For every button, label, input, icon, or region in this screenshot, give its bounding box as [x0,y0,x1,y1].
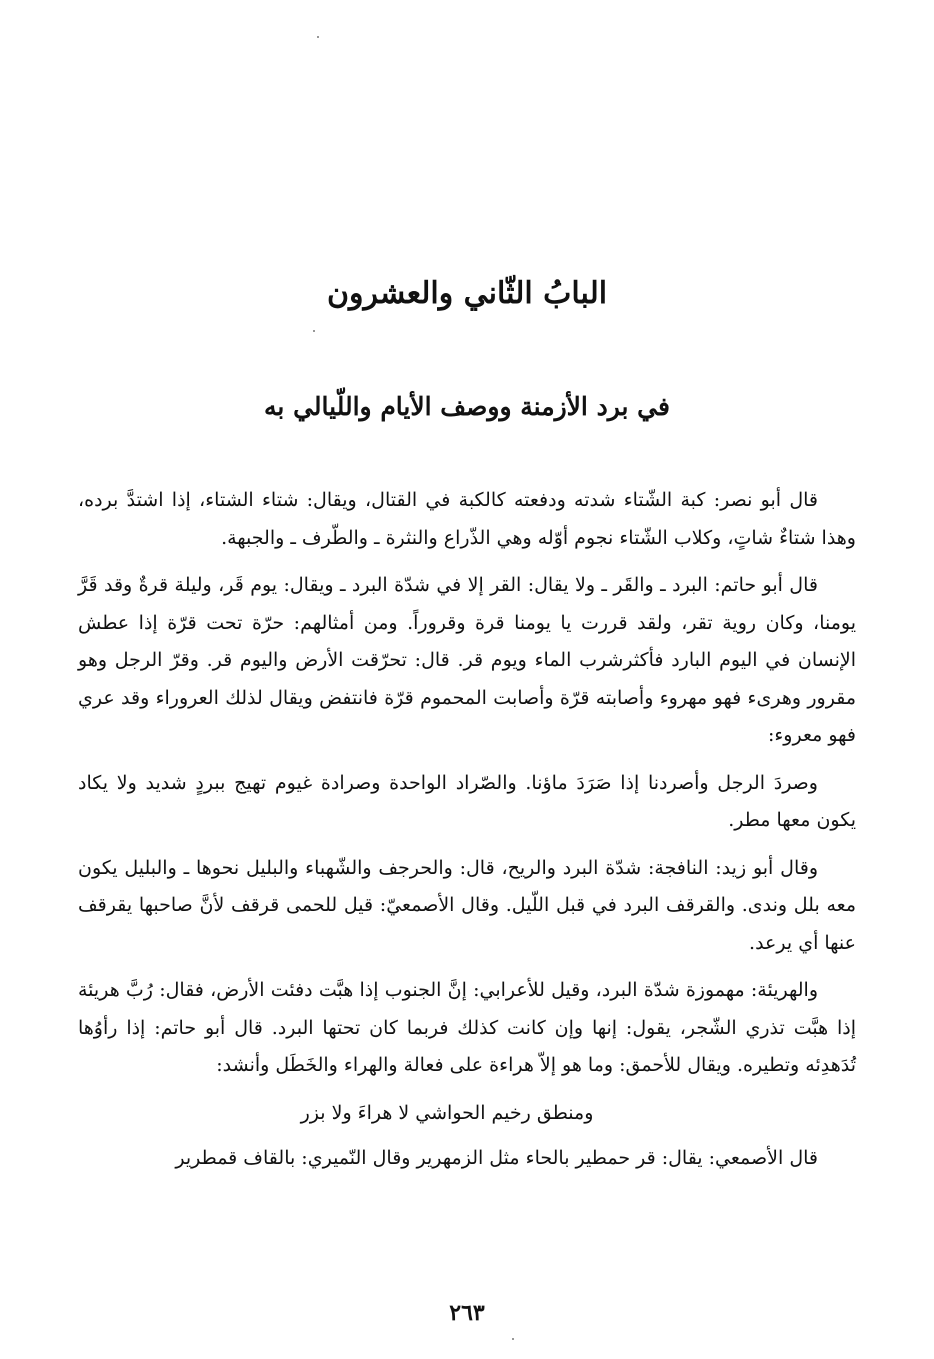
scan-speck [317,36,319,38]
scan-speck [512,1338,514,1340]
body-text [78,482,856,1188]
paragraph: والهريئة: مهموزة شدّة البرد، وقيل للأعرابي: إنَّ الجنوب إذا هبَّت دفئت الأرض، فقال: رُبَّ هريئة إذا هبَّت تذري الشّجر، يقول: إنها وإن كانت كذلك فربما كان تحتها البرد. قال أبو حاتم: إذا رأوُها تُدَهدِئه وتطيره. ويقال للأحمق: وما هو إلاّ هراءة على فعالة والهراء والخَطَل وأنشد: [78,979,856,1076]
scan-speck [313,330,315,332]
chapter-title: البابُ الثّاني والعشرون [326,276,608,311]
verse-line: ومنطق رخيم الحواشي لا هراءَ ولا بزر [300,1101,594,1124]
paragraph: قال أبو نصر: كبة الشّتاء شدته ودفعته كالكبة في القتال، ويقال: شتاء الشتاء، إذا اشتدَّ برده، وهذا شتاءٌ شاتٍ، وكلاب الشّتاء نجوم أوّله وهي الذّراع والنثرة ـ والطّرف ـ والجبهة. [78,489,856,549]
paragraph: وقال أبو زيد: النافجة: شدّة البرد والريح، قال: والحرجف والشّهباء والبليل نحوها ـ والبليل يكون معه بلل وندى. والقرقف البرد في قبل اللّيل. وقال الأصمعيّ: قيل للحمى قرقف لأنَّ صاحبها يقرقف عنها أي يرعد. [78,856,856,954]
paragraph: قال الأصمعي: يقال: قر حمطير بالحاء مثل الزمهرير وقال النّميري: بالقاف قمطرير [175,1147,818,1169]
chapter-subtitle: في برد الأزمنة ووصف الأيام واللّيالي به [264,392,670,421]
paragraph: وصردَ الرجل وأصردنا إذا صَرَدَ ماؤنا. والصّراد الواحدة وصرادة غيوم تهيج ببردٍ شديد ولا يكاد يكون معها مطر. [78,771,856,831]
page-number: ٢٦٣ [449,1300,485,1326]
paragraph: قال أبو حاتم: البرد ـ والقَر ـ ولا يقال: القر إلا في شدّة البرد ـ ويقال: يوم قَر، وليلة قرةٌ وقد قَرَّ يومنا، وكان روية تقر، ولقد قررت يا يومنا قرة وقروراً. ومن أمثالهم: حرّة تحت قرّة إذا عطش الإنسان في اليوم البارد فأكثرشرب الماء ويوم قر. قال: تحرّقت الأرض واليوم قر. وقرّ الرجل وهو مقرور وهرىء فهو مهروء وأصابته قرّة وأصابت المحموم قرّة فانتفض ويقال لذلك العروراء وقد عري فهو معروء: [78,574,856,746]
